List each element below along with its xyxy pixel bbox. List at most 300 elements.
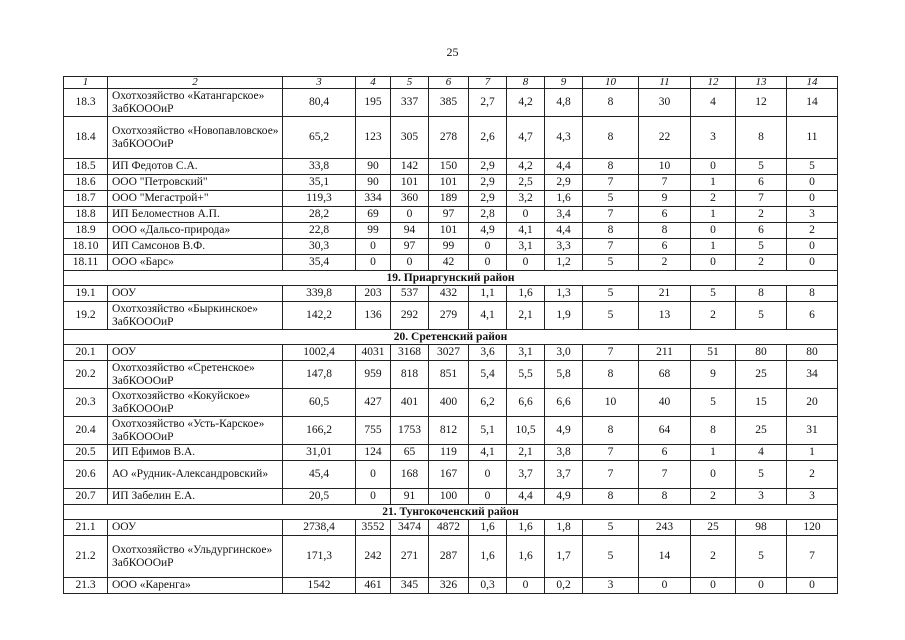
table-row xyxy=(64,255,838,271)
value-cell: 461 xyxy=(356,578,391,594)
value-cell: 6,6 xyxy=(545,389,583,417)
value-cell: 1,3 xyxy=(545,286,583,302)
value-cell: 8 xyxy=(691,417,736,445)
table-row xyxy=(64,417,838,445)
value-cell: 1,2 xyxy=(545,255,583,271)
value-cell: 2 xyxy=(736,207,787,223)
value-cell: 0 xyxy=(639,578,691,594)
value-cell: 1 xyxy=(691,175,736,191)
value-cell: 8 xyxy=(736,286,787,302)
region-header-row xyxy=(64,330,838,345)
value-cell: 8 xyxy=(736,117,787,159)
value-cell: 279 xyxy=(429,302,469,330)
value-cell: 10,5 xyxy=(507,417,545,445)
organization-name-cell: ООО «Каренга» xyxy=(108,578,283,594)
value-cell: 3,8 xyxy=(545,445,583,461)
column-header: 14 xyxy=(787,77,838,89)
table-row xyxy=(64,286,838,302)
page-number: 25 xyxy=(446,45,459,59)
value-cell: 400 xyxy=(429,389,469,417)
value-cell: 0 xyxy=(507,578,545,594)
value-cell: 5 xyxy=(736,302,787,330)
value-cell: 0 xyxy=(691,461,736,489)
value-cell: 5 xyxy=(583,191,639,207)
value-cell: 3,7 xyxy=(545,461,583,489)
value-cell: 0 xyxy=(356,239,391,255)
value-cell: 8 xyxy=(787,286,838,302)
column-header: 12 xyxy=(691,77,736,89)
value-cell: 4,8 xyxy=(545,89,583,117)
value-cell: 120 xyxy=(787,520,838,536)
value-cell: 2738,4 xyxy=(283,520,356,536)
value-cell: 8 xyxy=(639,489,691,505)
row-number-cell: 18.3 xyxy=(64,89,108,117)
value-cell: 14 xyxy=(787,89,838,117)
value-cell: 5 xyxy=(583,286,639,302)
value-cell: 6 xyxy=(736,223,787,239)
value-cell: 4,7 xyxy=(507,117,545,159)
value-cell: 168 xyxy=(391,461,429,489)
organization-name-cell: ООУ xyxy=(108,345,283,361)
value-cell: 2 xyxy=(736,255,787,271)
organization-name-cell: Охотхозяйство «Ульдургинское» ЗабКОООиР xyxy=(108,536,283,578)
value-cell: 1 xyxy=(787,445,838,461)
value-cell: 242 xyxy=(356,536,391,578)
value-cell: 3,2 xyxy=(507,191,545,207)
value-cell: 8 xyxy=(583,159,639,175)
value-cell: 0 xyxy=(356,461,391,489)
value-cell: 2 xyxy=(691,536,736,578)
value-cell: 166,2 xyxy=(283,417,356,445)
region-title: 21. Тунгокоченский район xyxy=(64,505,838,520)
value-cell: 0 xyxy=(787,191,838,207)
value-cell: 136 xyxy=(356,302,391,330)
organization-name-cell: ООУ xyxy=(108,520,283,536)
column-header: 2 xyxy=(108,77,283,89)
value-cell: 812 xyxy=(429,417,469,445)
value-cell: 142 xyxy=(391,159,429,175)
table-row xyxy=(64,520,838,536)
value-cell: 8 xyxy=(583,417,639,445)
value-cell: 0,3 xyxy=(469,578,507,594)
value-cell: 0 xyxy=(391,207,429,223)
value-cell: 25 xyxy=(691,520,736,536)
value-cell: 5 xyxy=(583,255,639,271)
column-header: 3 xyxy=(283,77,356,89)
value-cell: 1,9 xyxy=(545,302,583,330)
organization-name-cell: ООО "Мегастрой+" xyxy=(108,191,283,207)
organization-name-cell: Охотхозяйство «Катангарское» ЗабКОООиР xyxy=(108,89,283,117)
value-cell: 3,0 xyxy=(545,345,583,361)
value-cell: 1,7 xyxy=(545,536,583,578)
table-row xyxy=(64,445,838,461)
region-header-row xyxy=(64,505,838,520)
value-cell: 1,6 xyxy=(469,520,507,536)
value-cell: 5 xyxy=(736,536,787,578)
value-cell: 2,1 xyxy=(507,302,545,330)
table-row xyxy=(64,489,838,505)
column-header: 11 xyxy=(639,77,691,89)
organization-name-cell: Охотхозяйство «Новопавловское» ЗабКОООиР xyxy=(108,117,283,159)
value-cell: 305 xyxy=(391,117,429,159)
value-cell: 8 xyxy=(583,489,639,505)
value-cell: 2 xyxy=(691,302,736,330)
value-cell: 5,4 xyxy=(469,361,507,389)
value-cell: 4872 xyxy=(429,520,469,536)
value-cell: 12 xyxy=(736,89,787,117)
value-cell: 3 xyxy=(691,117,736,159)
value-cell: 6 xyxy=(736,175,787,191)
value-cell: 3,4 xyxy=(545,207,583,223)
value-cell: 5 xyxy=(691,286,736,302)
value-cell: 8 xyxy=(583,89,639,117)
value-cell: 7 xyxy=(639,175,691,191)
value-cell: 2,9 xyxy=(469,159,507,175)
value-cell: 25 xyxy=(736,361,787,389)
value-cell: 4,1 xyxy=(507,223,545,239)
value-cell: 2,6 xyxy=(469,117,507,159)
value-cell: 0 xyxy=(469,461,507,489)
value-cell: 6,2 xyxy=(469,389,507,417)
value-cell: 8 xyxy=(639,223,691,239)
value-cell: 4,9 xyxy=(545,417,583,445)
value-cell: 98 xyxy=(736,520,787,536)
value-cell: 31,01 xyxy=(283,445,356,461)
value-cell: 90 xyxy=(356,159,391,175)
value-cell: 3 xyxy=(583,578,639,594)
organization-name-cell: ИП Самсонов В.Ф. xyxy=(108,239,283,255)
value-cell: 3027 xyxy=(429,345,469,361)
value-cell: 20 xyxy=(787,389,838,417)
value-cell: 6 xyxy=(639,239,691,255)
table-row xyxy=(64,361,838,389)
value-cell: 0 xyxy=(507,207,545,223)
value-cell: 0 xyxy=(691,255,736,271)
table-row xyxy=(64,223,838,239)
organization-name-cell: ООО «Дальсо-природа» xyxy=(108,223,283,239)
value-cell: 22,8 xyxy=(283,223,356,239)
value-cell: 2,9 xyxy=(469,191,507,207)
value-cell: 167 xyxy=(429,461,469,489)
value-cell: 5,1 xyxy=(469,417,507,445)
value-cell: 65,2 xyxy=(283,117,356,159)
value-cell: 0 xyxy=(469,255,507,271)
value-cell: 150 xyxy=(429,159,469,175)
value-cell: 5 xyxy=(583,302,639,330)
value-cell: 189 xyxy=(429,191,469,207)
value-cell: 959 xyxy=(356,361,391,389)
value-cell: 7 xyxy=(583,461,639,489)
column-header: 4 xyxy=(356,77,391,89)
value-cell: 3,1 xyxy=(507,239,545,255)
value-cell: 3474 xyxy=(391,520,429,536)
value-cell: 4,9 xyxy=(469,223,507,239)
value-cell: 68 xyxy=(639,361,691,389)
value-cell: 100 xyxy=(429,489,469,505)
row-number-cell: 20.5 xyxy=(64,445,108,461)
value-cell: 360 xyxy=(391,191,429,207)
value-cell: 7 xyxy=(583,207,639,223)
value-cell: 69 xyxy=(356,207,391,223)
organization-name-cell: ИП Беломестнов А.П. xyxy=(108,207,283,223)
value-cell: 3 xyxy=(736,489,787,505)
value-cell: 80 xyxy=(787,345,838,361)
row-number-cell: 21.3 xyxy=(64,578,108,594)
organization-name-cell: АО «Рудник-Александровский» xyxy=(108,461,283,489)
row-number-cell: 18.10 xyxy=(64,239,108,255)
organization-name-cell: ООУ xyxy=(108,286,283,302)
value-cell: 99 xyxy=(356,223,391,239)
table-row xyxy=(64,89,838,117)
value-cell: 2 xyxy=(787,223,838,239)
value-cell: 65 xyxy=(391,445,429,461)
table-row xyxy=(64,345,838,361)
value-cell: 0 xyxy=(469,239,507,255)
row-number-cell: 18.5 xyxy=(64,159,108,175)
value-cell: 171,3 xyxy=(283,536,356,578)
value-cell: 6 xyxy=(639,445,691,461)
column-header: 8 xyxy=(507,77,545,89)
value-cell: 2,8 xyxy=(469,207,507,223)
value-cell: 4,4 xyxy=(545,159,583,175)
value-cell: 7 xyxy=(787,536,838,578)
value-cell: 326 xyxy=(429,578,469,594)
organization-name-cell: ИП Забелин Е.А. xyxy=(108,489,283,505)
value-cell: 80 xyxy=(736,345,787,361)
value-cell: 124 xyxy=(356,445,391,461)
value-cell: 28,2 xyxy=(283,207,356,223)
value-cell: 6 xyxy=(787,302,838,330)
value-cell: 3,1 xyxy=(507,345,545,361)
value-cell: 0 xyxy=(691,223,736,239)
table-row xyxy=(64,389,838,417)
column-header: 7 xyxy=(469,77,507,89)
value-cell: 0 xyxy=(787,239,838,255)
table-row xyxy=(64,239,838,255)
value-cell: 5,8 xyxy=(545,361,583,389)
row-number-cell: 19.2 xyxy=(64,302,108,330)
value-cell: 8 xyxy=(583,223,639,239)
row-number-cell: 20.1 xyxy=(64,345,108,361)
column-header: 13 xyxy=(736,77,787,89)
value-cell: 755 xyxy=(356,417,391,445)
value-cell: 7 xyxy=(583,239,639,255)
value-cell: 0 xyxy=(787,578,838,594)
value-cell: 385 xyxy=(429,89,469,117)
value-cell: 4,4 xyxy=(507,489,545,505)
value-cell: 0 xyxy=(356,255,391,271)
table-row xyxy=(64,207,838,223)
value-cell: 34 xyxy=(787,361,838,389)
value-cell: 0 xyxy=(691,159,736,175)
value-cell: 1,1 xyxy=(469,286,507,302)
table-row xyxy=(64,175,838,191)
value-cell: 80,4 xyxy=(283,89,356,117)
value-cell: 851 xyxy=(429,361,469,389)
value-cell: 0 xyxy=(356,489,391,505)
value-cell: 9 xyxy=(639,191,691,207)
table-row xyxy=(64,191,838,207)
value-cell: 427 xyxy=(356,389,391,417)
value-cell: 119,3 xyxy=(283,191,356,207)
value-cell: 3 xyxy=(787,207,838,223)
value-cell: 211 xyxy=(639,345,691,361)
value-cell: 97 xyxy=(391,239,429,255)
value-cell: 45,4 xyxy=(283,461,356,489)
value-cell: 2,9 xyxy=(469,175,507,191)
organization-name-cell: Охотхозяйство «Быркинское» ЗабКОООиР xyxy=(108,302,283,330)
region-title: 19. Приаргунский район xyxy=(64,271,838,286)
value-cell: 22 xyxy=(639,117,691,159)
value-cell: 2 xyxy=(787,461,838,489)
value-cell: 25 xyxy=(736,417,787,445)
organization-name-cell: Охотхозяйство «Кокуйское» ЗабКОООиР xyxy=(108,389,283,417)
value-cell: 1 xyxy=(691,445,736,461)
value-cell: 1,6 xyxy=(469,536,507,578)
row-number-cell: 20.3 xyxy=(64,389,108,417)
value-cell: 0,2 xyxy=(545,578,583,594)
value-cell: 8 xyxy=(583,117,639,159)
value-cell: 123 xyxy=(356,117,391,159)
value-cell: 101 xyxy=(429,223,469,239)
table-row xyxy=(64,461,838,489)
value-cell: 1,6 xyxy=(545,191,583,207)
value-cell: 337 xyxy=(391,89,429,117)
value-cell: 7 xyxy=(583,345,639,361)
row-number-cell: 18.7 xyxy=(64,191,108,207)
row-number-cell: 18.9 xyxy=(64,223,108,239)
value-cell: 1,6 xyxy=(507,286,545,302)
value-cell: 432 xyxy=(429,286,469,302)
value-cell: 5 xyxy=(736,159,787,175)
region-title: 20. Сретенский район xyxy=(64,330,838,345)
organization-name-cell: Охотхозяйство «Усть-Карское» ЗабКОООиР xyxy=(108,417,283,445)
row-number-cell: 20.4 xyxy=(64,417,108,445)
value-cell: 3552 xyxy=(356,520,391,536)
value-cell: 94 xyxy=(391,223,429,239)
value-cell: 147,8 xyxy=(283,361,356,389)
row-number-cell: 18.8 xyxy=(64,207,108,223)
value-cell: 195 xyxy=(356,89,391,117)
value-cell: 4 xyxy=(691,89,736,117)
value-cell: 243 xyxy=(639,520,691,536)
value-cell: 334 xyxy=(356,191,391,207)
value-cell: 1,6 xyxy=(507,520,545,536)
value-cell: 5,5 xyxy=(507,361,545,389)
value-cell: 3,3 xyxy=(545,239,583,255)
value-cell: 40 xyxy=(639,389,691,417)
value-cell: 0 xyxy=(507,255,545,271)
header-row xyxy=(64,77,838,89)
value-cell: 2 xyxy=(691,191,736,207)
row-number-cell: 20.2 xyxy=(64,361,108,389)
value-cell: 31 xyxy=(787,417,838,445)
value-cell: 5 xyxy=(691,389,736,417)
value-cell: 345 xyxy=(391,578,429,594)
value-cell: 0 xyxy=(736,578,787,594)
value-cell: 30 xyxy=(639,89,691,117)
value-cell: 6,6 xyxy=(507,389,545,417)
value-cell: 42 xyxy=(429,255,469,271)
value-cell: 278 xyxy=(429,117,469,159)
column-header: 9 xyxy=(545,77,583,89)
table-row xyxy=(64,302,838,330)
value-cell: 3,6 xyxy=(469,345,507,361)
value-cell: 5 xyxy=(787,159,838,175)
table-row xyxy=(64,536,838,578)
value-cell: 537 xyxy=(391,286,429,302)
value-cell: 7 xyxy=(583,175,639,191)
region-header-row xyxy=(64,271,838,286)
table-row xyxy=(64,578,838,594)
data-table xyxy=(63,76,838,594)
value-cell: 20,5 xyxy=(283,489,356,505)
value-cell: 35,1 xyxy=(283,175,356,191)
value-cell: 203 xyxy=(356,286,391,302)
value-cell: 7 xyxy=(583,445,639,461)
value-cell: 97 xyxy=(429,207,469,223)
value-cell: 0 xyxy=(787,175,838,191)
value-cell: 14 xyxy=(639,536,691,578)
organization-name-cell: ООО "Петровский" xyxy=(108,175,283,191)
value-cell: 4,1 xyxy=(469,445,507,461)
value-cell: 142,2 xyxy=(283,302,356,330)
value-cell: 7 xyxy=(736,191,787,207)
value-cell: 1,8 xyxy=(545,520,583,536)
value-cell: 35,4 xyxy=(283,255,356,271)
value-cell: 21 xyxy=(639,286,691,302)
value-cell: 3168 xyxy=(391,345,429,361)
row-number-cell: 20.7 xyxy=(64,489,108,505)
value-cell: 7 xyxy=(639,461,691,489)
value-cell: 339,8 xyxy=(283,286,356,302)
value-cell: 33,8 xyxy=(283,159,356,175)
value-cell: 271 xyxy=(391,536,429,578)
value-cell: 2,1 xyxy=(507,445,545,461)
value-cell: 2 xyxy=(639,255,691,271)
value-cell: 10 xyxy=(639,159,691,175)
value-cell: 8 xyxy=(583,361,639,389)
value-cell: 13 xyxy=(639,302,691,330)
value-cell: 5 xyxy=(736,461,787,489)
value-cell: 1,6 xyxy=(507,536,545,578)
organization-name-cell: ООО «Барс» xyxy=(108,255,283,271)
value-cell: 5 xyxy=(583,536,639,578)
value-cell: 3 xyxy=(787,489,838,505)
organization-name-cell: Охотхозяйство «Сретенское» ЗабКОООиР xyxy=(108,361,283,389)
value-cell: 2,9 xyxy=(545,175,583,191)
value-cell: 5 xyxy=(736,239,787,255)
value-cell: 30,3 xyxy=(283,239,356,255)
value-cell: 1 xyxy=(691,239,736,255)
organization-name-cell: ИП Ефимов В.А. xyxy=(108,445,283,461)
row-number-cell: 21.2 xyxy=(64,536,108,578)
value-cell: 64 xyxy=(639,417,691,445)
table-row xyxy=(64,117,838,159)
value-cell: 0 xyxy=(469,489,507,505)
value-cell: 5 xyxy=(583,520,639,536)
value-cell: 0 xyxy=(787,255,838,271)
value-cell: 10 xyxy=(583,389,639,417)
value-cell: 287 xyxy=(429,536,469,578)
value-cell: 4,2 xyxy=(507,159,545,175)
value-cell: 0 xyxy=(391,255,429,271)
value-cell: 2,7 xyxy=(469,89,507,117)
value-cell: 11 xyxy=(787,117,838,159)
value-cell: 818 xyxy=(391,361,429,389)
value-cell: 0 xyxy=(691,578,736,594)
value-cell: 9 xyxy=(691,361,736,389)
